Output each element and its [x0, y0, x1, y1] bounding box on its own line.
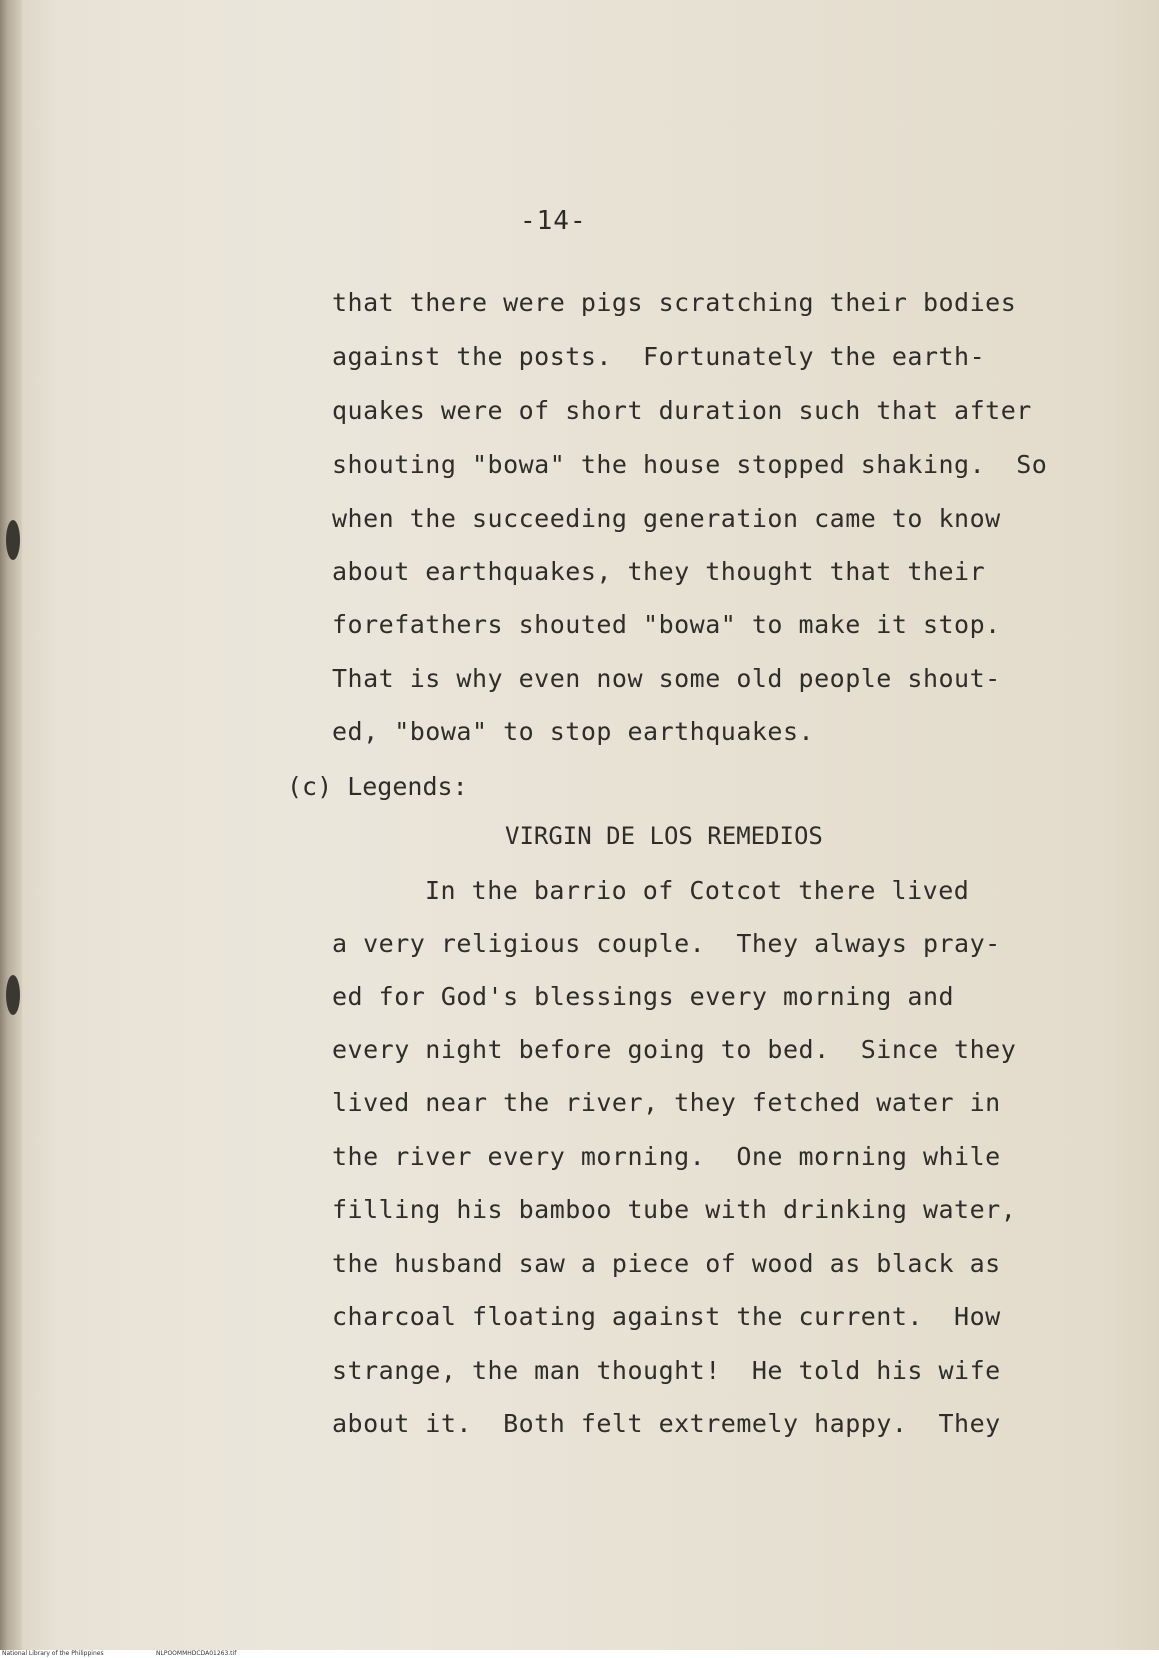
text-line: when the succeeding generation came to know: [332, 504, 1001, 533]
footer-filename: NLPOOMMHDCDA01263.tif: [156, 1650, 237, 1657]
text-line: ed, "bowa" to stop earthquakes.: [332, 717, 815, 746]
section-heading: (c) Legends:: [287, 772, 468, 801]
text-line: charcoal floating against the current. How: [332, 1302, 1001, 1331]
binding-edge: [0, 0, 22, 1650]
binding-hole: [6, 975, 20, 1015]
text-line: a very religious couple. They always pray-: [332, 929, 1001, 958]
scan-footer: [0, 1650, 1159, 1658]
binding-hole: [6, 520, 20, 560]
legend-title: VIRGIN DE LOS REMEDIOS: [505, 822, 823, 850]
text-line: In the barrio of Cotcot there lived: [425, 876, 970, 905]
text-line: quakes were of short duration such that after: [332, 396, 1032, 425]
text-line: That is why even now some old people shout-: [332, 664, 1001, 693]
text-line: the river every morning. One morning while: [332, 1142, 1001, 1171]
text-line: about it. Both felt extremely happy. They: [332, 1409, 1001, 1438]
text-line: forefathers shouted "bowa" to make it stop.: [332, 610, 1001, 639]
text-line: strange, the man thought! He told his wife: [332, 1356, 1001, 1385]
text-line: against the posts. Fortunately the earth-: [332, 342, 986, 371]
text-line: shouting "bowa" the house stopped shaking. So: [332, 450, 1048, 479]
text-line: filling his bamboo tube with drinking water,: [332, 1195, 1017, 1224]
footer-library: National Library of the Philippines: [2, 1650, 104, 1657]
text-line: that there were pigs scratching their bodies: [332, 288, 1017, 317]
text-line: lived near the river, they fetched water in: [332, 1088, 1001, 1117]
text-line: every night before going to bed. Since they: [332, 1035, 1017, 1064]
text-line: about earthquakes, they thought that their: [332, 557, 986, 586]
page-number: -14-: [520, 206, 587, 236]
text-line: ed for God's blessings every morning and: [332, 982, 955, 1011]
text-line: the husband saw a piece of wood as black as: [332, 1249, 1001, 1278]
